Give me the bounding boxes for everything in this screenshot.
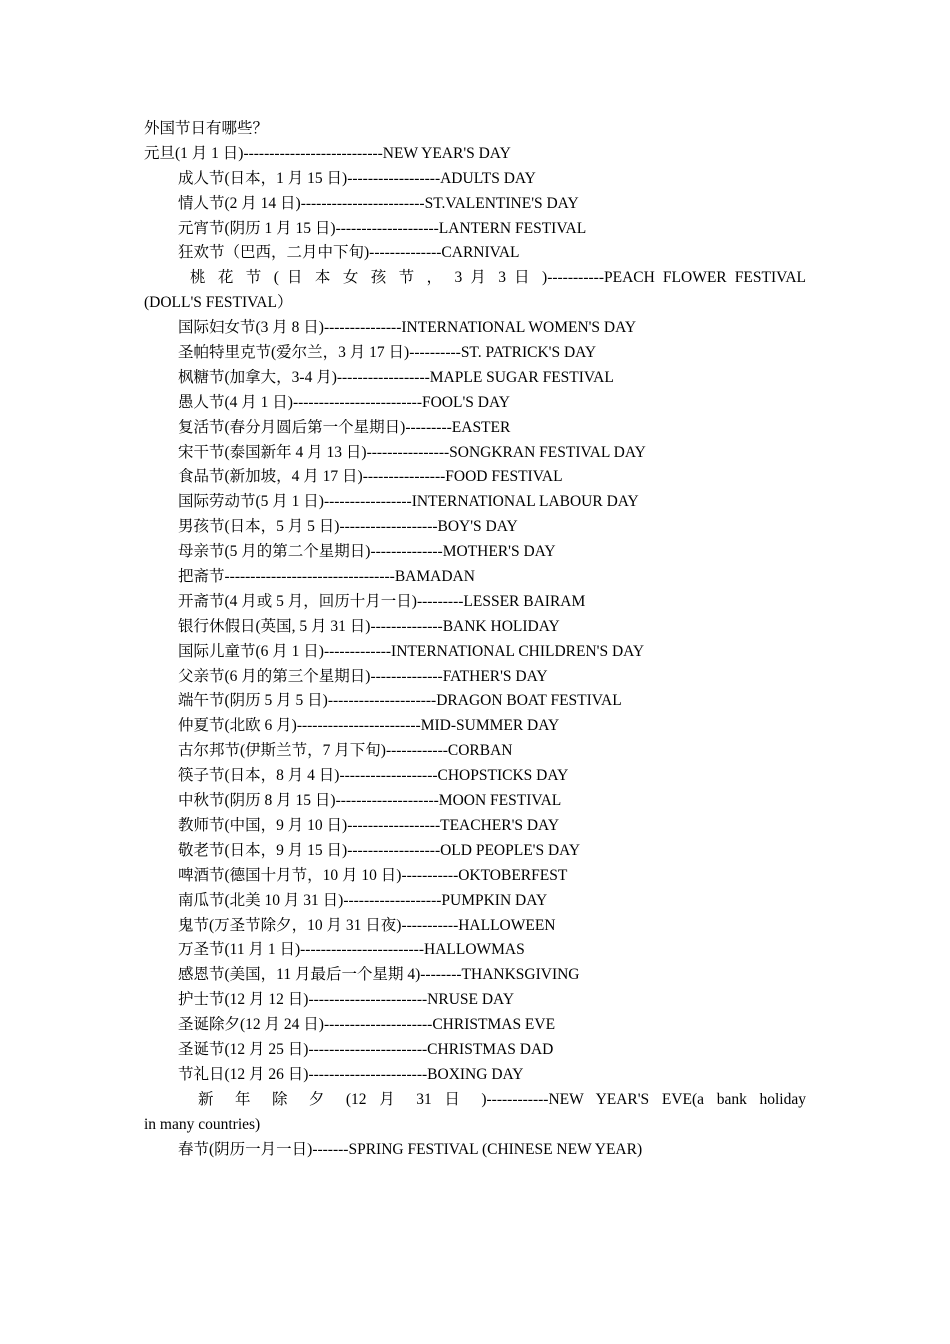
text-line-continuation: (DOLL'S FESTIVAL） (144, 294, 293, 312)
text-line: 敬老节(日本，9 月 15 日)------------------OLD PEOPLE'S DAY (178, 841, 581, 859)
text-line: 节礼日(12 月 26 日)-----------------------BOXING DAY (178, 1065, 524, 1083)
text-line: 狂欢节（巴西，二月中下旬)--------------CARNIVAL (178, 244, 520, 262)
text-line: 愚人节(4 月 1 日)-------------------------FOOL'S DAY (178, 393, 510, 411)
text-line: 感恩节(美国，11 月最后一个星期 4)--------THANKSGIVING (178, 966, 580, 984)
text-line: 父亲节(6 月的第三个星期日)--------------FATHER'S DAY (178, 667, 548, 685)
text-line: 枫糖节(加拿大，3-4 月)------------------MAPLE SUGAR FESTIVAL (178, 368, 614, 386)
text-line: 中秋节(阴历 8 月 15 日)--------------------MOON FESTIVAL (178, 792, 562, 810)
text-line: 护士节(12 月 12 日)-----------------------NRUSE DAY (178, 991, 515, 1009)
text-line: 桃 花 节 ( 日 本 女 孩 节 ， 3 月 3 日 )-----------PEACH FLOWER FESTIVAL (190, 269, 806, 287)
text-line: 南瓜节(北美 10 月 31 日)-------------------PUMPKIN DAY (178, 891, 548, 909)
text-line: 元旦(1 月 1 日)---------------------------NEW YEAR'S DAY (144, 144, 511, 162)
document-heading: 外国节日有哪些？ (144, 120, 269, 137)
text-line: 食品节(新加坡，4 月 17 日)----------------FOOD FESTIVAL (178, 468, 563, 486)
text-line: 春节(阴历一月一日)-------SPRING FESTIVAL (CHINESE NEW YEAR) (178, 1140, 643, 1158)
text-line: 母亲节(5 月的第二个星期日)--------------MOTHER'S DAY (178, 543, 556, 561)
text-line: 仲夏节(北欧 6 月)------------------------MID-SUMMER DAY (178, 717, 560, 735)
text-line: 把斋节---------------------------------BAMADAN (178, 568, 475, 586)
text-line: 新 年 除 夕 (12 月 31 日 )------------NEW YEAR'S EVE(a bank holiday (198, 1090, 806, 1108)
text-line: 万圣节(11 月 1 日)------------------------HALLOWMAS (178, 941, 525, 959)
text-line: 开斋节(4 月或 5 月，回历十月一日)---------LESSER BAIRAM (178, 592, 586, 610)
text-line: 圣帕特里克节(爱尔兰，3 月 17 日)----------ST. PATRICK'S DAY (178, 344, 597, 362)
text-line: 国际妇女节(3 月 8 日)---------------INTERNATIONAL WOMEN'S DAY (178, 319, 637, 337)
text-line: 圣诞节(12 月 25 日)-----------------------CHRISTMAS DAD (178, 1040, 554, 1058)
text-line: 教师节(中国，9 月 10 日)------------------TEACHER'S DAY (178, 816, 560, 834)
text-line: 啤酒节(德国十月节，10 月 10 日)-----------OKTOBERFEST (178, 866, 568, 884)
text-line: 元宵节(阴历 1 月 15 日)--------------------LANTERN FESTIVAL (178, 219, 587, 237)
text-line: 情人节(2 月 14 日)------------------------ST.VALENTINE'S DAY (178, 194, 579, 212)
text-line: 银行休假日(英国, 5 月 31 日)--------------BANK HOLIDAY (178, 617, 560, 635)
text-line-continuation: in many countries) (144, 1115, 261, 1133)
text-line: 男孩节(日本，5 月 5 日)-------------------BOY'S DAY (178, 518, 518, 536)
text-line: 宋干节(泰国新年 4 月 13 日)----------------SONGKRAN FESTIVAL DAY (178, 443, 646, 461)
document-body (144, 117, 806, 1162)
text-line: 鬼节(万圣节除夕，10 月 31 日夜)-----------HALLOWEEN (178, 916, 556, 934)
text-line: 国际儿童节(6 月 1 日)-------------INTERNATIONAL CHILDREN'S DAY (178, 642, 645, 660)
text-line: 筷子节(日本，8 月 4 日)-------------------CHOPSTICKS DAY (178, 767, 569, 785)
text-line: 复活节(春分月圆后第一个星期日)---------EASTER (178, 418, 511, 436)
text-line: 国际劳动节(5 月 1 日)-----------------INTERNATIONAL LABOUR DAY (178, 493, 639, 511)
text-line: 成人节(日本，1 月 15 日)------------------ADULTS DAY (178, 169, 536, 187)
text-line: 圣诞除夕(12 月 24 日)---------------------CHRISTMAS EVE (178, 1016, 556, 1034)
text-line: 古尔邦节(伊斯兰节，7 月下旬)------------CORBAN (178, 742, 513, 760)
text-line: 端午节(阴历 5 月 5 日)---------------------DRAGON BOAT FESTIVAL (178, 692, 622, 710)
